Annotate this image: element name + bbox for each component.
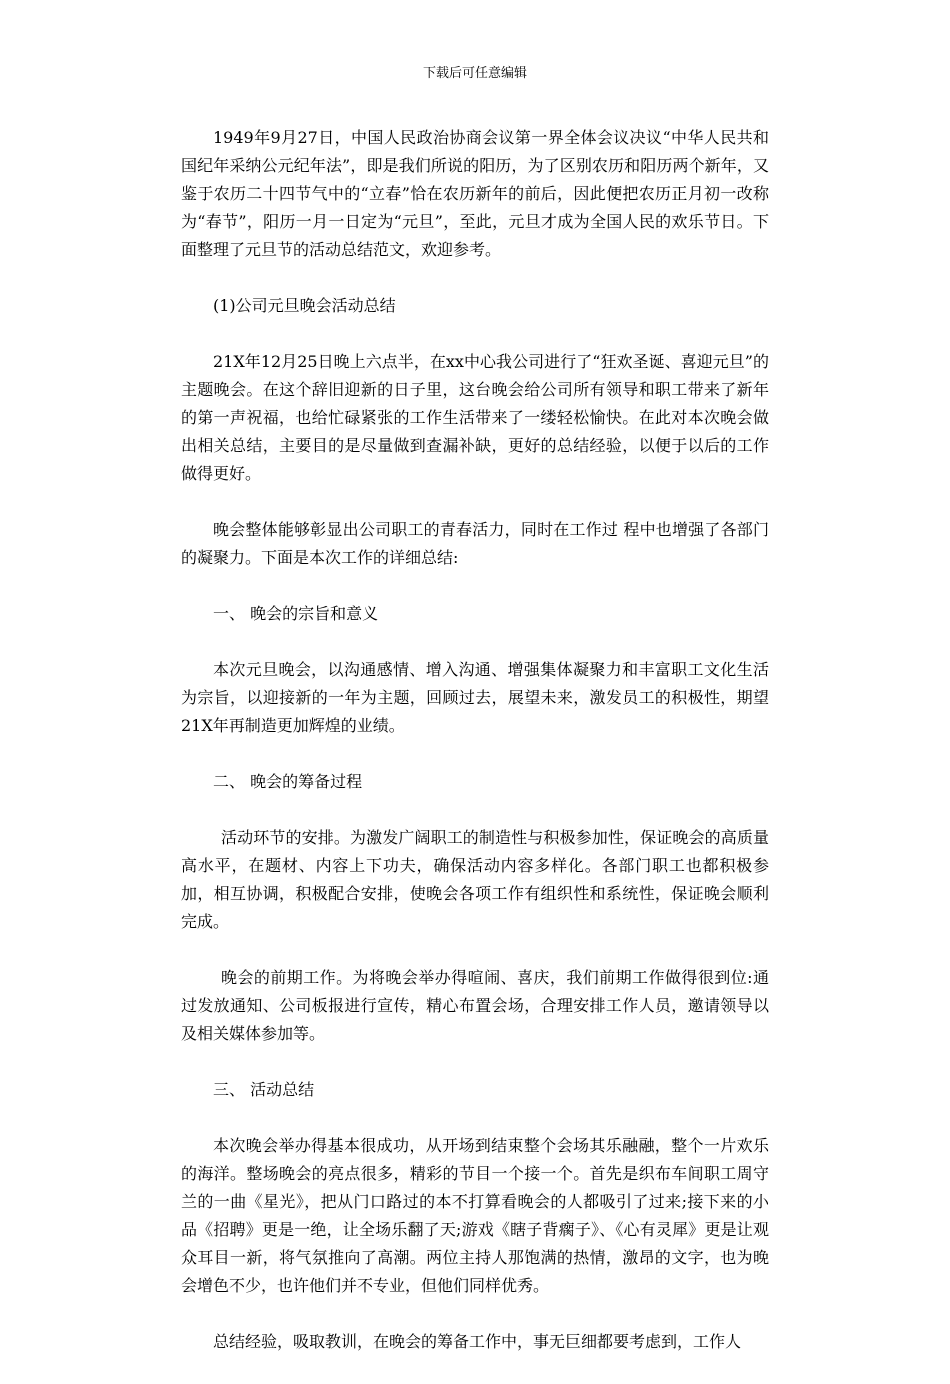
document-body — [181, 124, 769, 1384]
body-paragraph: 21X年12月25日晚上六点半，在xx中心我公司进行了“狂欢圣诞、喜迎元旦”的主题晚会。在这个辞旧迎新的日子里，这台晚会给公司所有领导和职工带来了新年的第一声祝福，也给忙碌紧张的工作生活带来了一缕轻松愉快。在此对本次晚会做出相关总结，主要目的是尽量做到查漏补缺，更好的总结经验，以便于以后的工作做得更好。 — [181, 352, 769, 483]
section-title-company-gala: (1)公司元旦晚会活动总结 — [213, 296, 396, 315]
intro-paragraph: 1949年9月27日，中国人民政治协商会议第一界全体会议决议“中华人民共和国纪年采纳公元纪年法”，即是我们所说的阳历，为了区别农历和阳历两个新年，又鉴于农历二十四节气中的“立春”恰在农历新年的前后，因此便把农历正月初一改称为“春节”，阳历一月一日定为“元旦”，至此，元旦才成为全国人民的欢乐节日。下面整理了元旦节的活动总结范文，欢迎参考。 — [181, 128, 769, 259]
body-paragraph: 活动环节的安排。为激发广阔职工的制造性与积极参加性，保证晚会的高质量高水平，在题材、内容上下功夫，确保活动内容多样化。各部门职工也都积极参加，相互协调，积极配合安排，使晚会各项工作有组织性和系统性，保证晚会顺利完成。 — [181, 828, 769, 931]
body-paragraph: 本次元旦晚会，以沟通感情、增入沟通、增强集体凝聚力和丰富职工文化生活为宗旨，以迎接新的一年为主题，回顾过去，展望未来，激发员工的积极性，期望21X年再制造更加辉煌的业绩。 — [181, 660, 769, 735]
section-heading-preparation: 二、 晚会的筹备过程 — [213, 772, 363, 791]
body-paragraph: 本次晚会举办得基本很成功，从开场到结束整个会场其乐融融，整个一片欢乐的海洋。整场晚会的亮点很多，精彩的节目一个接一个。首先是织布车间职工周守兰的一曲《星光》，把从门口路过的本不打算看晚会的人都吸引了过来;接下来的小品《招聘》更是一绝，让全场乐翻了天;游戏《瞎子背瘸子》、《心有灵犀》更是让观众耳目一新，将气氛推向了高潮。两位主持人那饱满的热情，激昂的文字，也为晚会增色不少，也许他们并不专业，但他们同样优秀。 — [181, 1136, 769, 1295]
body-paragraph: 晚会的前期工作。为将晚会举办得喧闹、喜庆，我们前期工作做得很到位:通过发放通知、公司板报进行宣传，精心布置会场，合理安排工作人员，邀请领导以及相关媒体参加等。 — [181, 968, 769, 1043]
body-paragraph: 晚会整体能够彰显出公司职工的青春活力，同时在工作过 程中也增强了各部门的凝聚力。下面是本次工作的详细总结: — [181, 520, 769, 567]
header-note: 下载后可任意编辑 — [422, 66, 527, 81]
section-heading-purpose: 一、 晚会的宗旨和意义 — [213, 604, 379, 623]
section-heading-summary: 三、 活动总结 — [213, 1080, 315, 1099]
body-paragraph: 总结经验，吸取教训，在晚会的筹备工作中，事无巨细都要考虑到，工作人 — [213, 1332, 742, 1351]
